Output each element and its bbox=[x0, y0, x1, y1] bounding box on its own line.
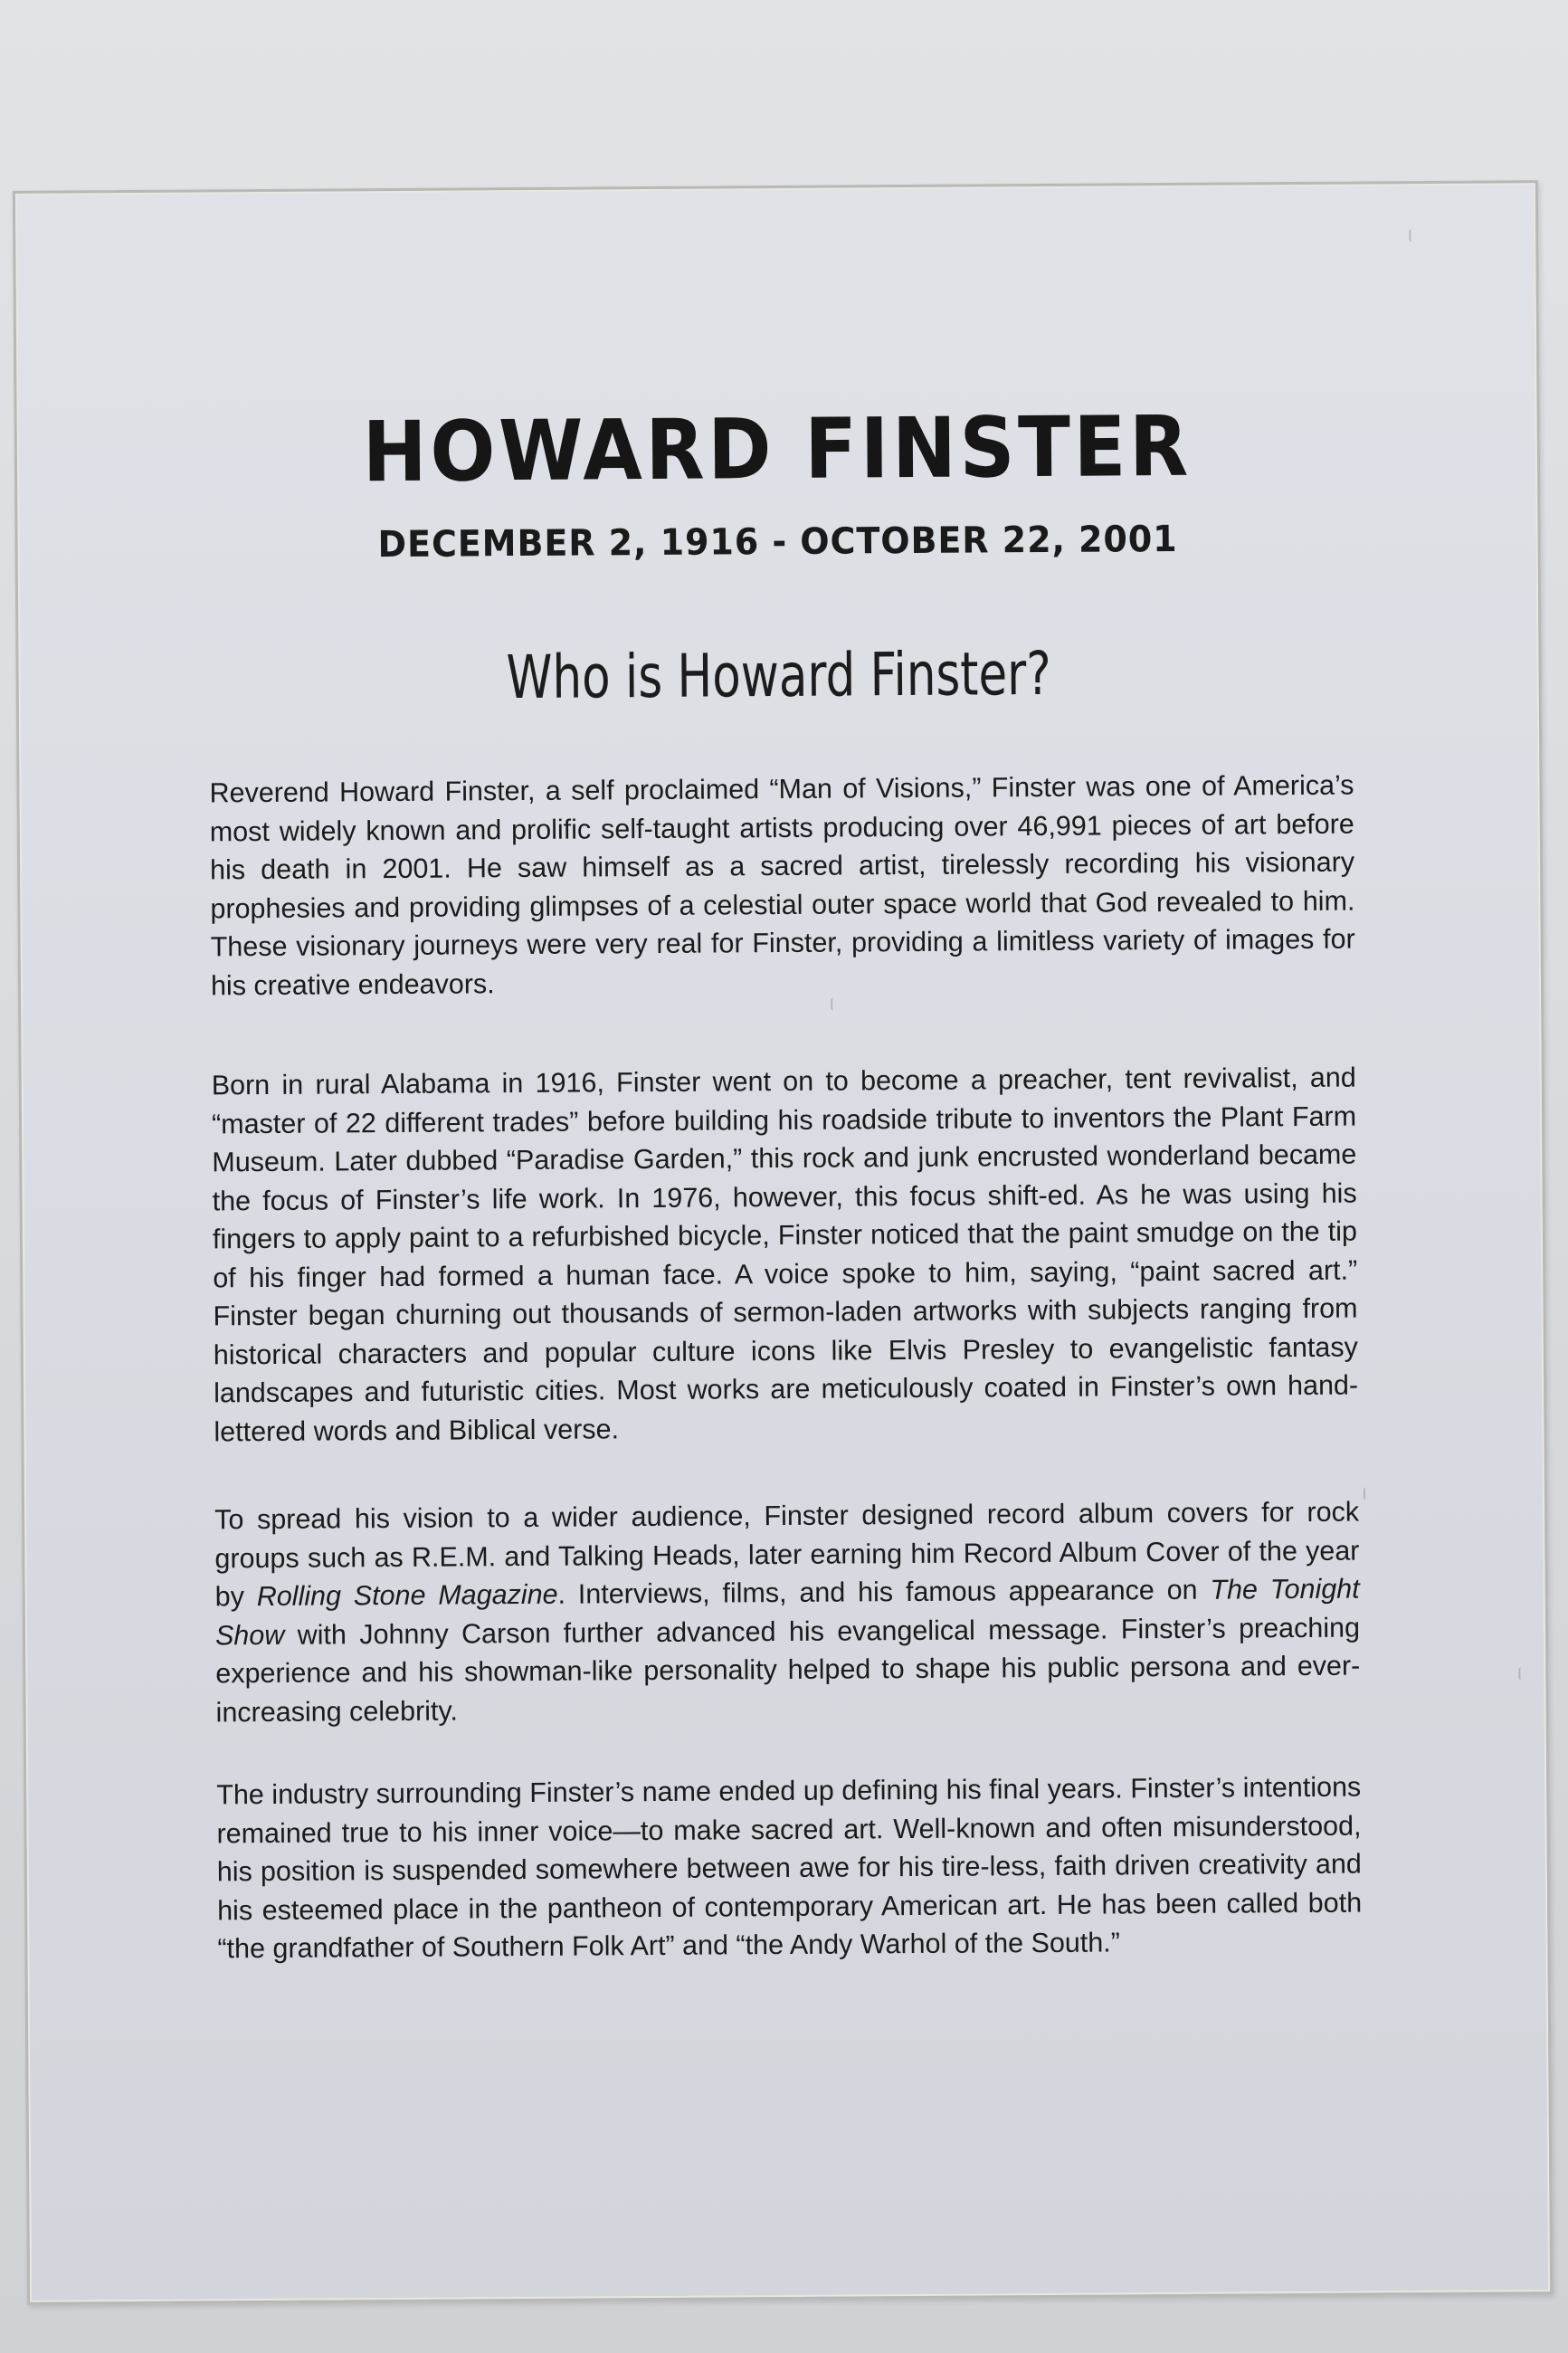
paragraph-3-part-3: with Johnny Carson further advanced his evangelical message. Finster’s preaching experience and his showman-like personality helped to shape his public persona and ever-increasing celebrity. bbox=[215, 1612, 1361, 1728]
paragraph-3-italic-magazine: Rolling Stone Magazine bbox=[256, 1578, 558, 1613]
informational-sign bbox=[13, 180, 1553, 2305]
paragraph-4 bbox=[216, 1768, 1362, 1968]
paragraph-3-part-2: . Interviews, films, and his famous appearance on bbox=[557, 1574, 1211, 1610]
sign-title: HOWARD FINSTER bbox=[362, 397, 1193, 501]
scuff-mark bbox=[1518, 1667, 1525, 1680]
paragraph-1-text: Reverend Howard Finster, a self proclaimed “Man of Visions,” Finster was one of America’s most widely known and prolific self-taught artists producing over 46,991 pieces of art before his death in 2001. He saw himself as a sacred artist, tirelessly recording his visionary prophesies and providing glimpses of a celestial outer space world that God revealed to him. These visionary journeys were very real for Finster, providing a limitless variety of images for his creative endeavors. bbox=[209, 769, 1355, 1001]
paragraph-3-italic-show: The Tonight Show bbox=[214, 1573, 1360, 1651]
paragraph-4-text: The industry surrounding Finster’s name ended up defining his final years. Finster’s intentions remained true to his inner voice—to make sacred art. Well-known and often misunderstood, his position is suspended somewhere between awe for his tire-less, faith driven creativity and his esteemed place in the pantheon of contemporary American art. He has been called both “the grandfather of Southern Folk Art” and “the Andy Warhol of the South.” bbox=[216, 1771, 1363, 1965]
scuff-mark bbox=[831, 998, 838, 1011]
scuff-mark bbox=[1409, 229, 1416, 242]
paragraph-3 bbox=[214, 1493, 1361, 1732]
paragraph-3-text bbox=[214, 1493, 1361, 1732]
paragraph-3-part-1: To spread his vision to a wider audience, Finster designed record album covers for rock groups such as R.E.M. and Talking Heads, later earning him Record Album Cover of the year by bbox=[214, 1496, 1360, 1613]
scuff-mark bbox=[1364, 1487, 1371, 1500]
paragraph-1 bbox=[209, 767, 1355, 1005]
sign-subtitle: Who is Howard Finster? bbox=[506, 638, 1051, 713]
sign-dates: DECEMBER 2, 1916 - OCTOBER 22, 2001 bbox=[377, 518, 1178, 567]
paragraph-2 bbox=[212, 1059, 1359, 1452]
paragraph-2-text: Born in rural Alabama in 1916, Finster went on to become a preacher, tent revivalist, and “master of 22 different trades” before building his roadside tribute to inventors the Plant Farm Museum. Later dubbed “Paradise Garden,” this rock and junk encrusted wonderland became the focus of Finster’s life work. In 1976, however, this focus shift-ed. As he was using his fingers to apply paint to a refurbished bicycle, Finster noticed that the paint smudge on the tip of his finger had formed a human face. A voice spoke to him, saying, “paint sacred art.” Finster began churning out thousands of sermon-laden artworks with subjects ranging from historical characters and popular culture icons like Elvis Presley to evangelistic fantasy landscapes and futuristic cities. Most works are meticulously coated in Finster’s own hand-lettered words and Biblical verse. bbox=[211, 1062, 1359, 1447]
